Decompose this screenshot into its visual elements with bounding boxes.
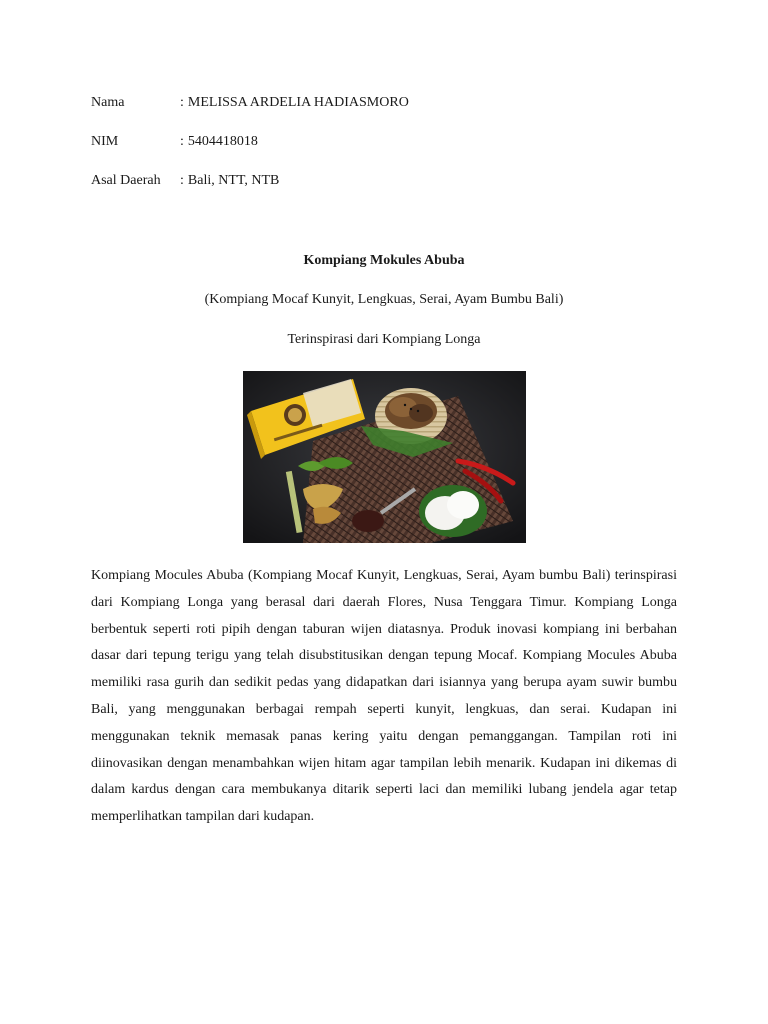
info-row-nim bbox=[91, 133, 258, 151]
info-separator: : bbox=[180, 173, 184, 188]
info-label: Asal Daerah bbox=[91, 173, 161, 188]
description-paragraph: Kompiang Mocules Abuba (Kompiang Mocaf Kunyit, Lengkuas, Serai, Ayam bumbu Bali) terinspirasi dari Kompiang Longa yang berasal dari daerah Flores, Nusa Tenggara Timur. Kompiang Longa berbentuk seperti roti pipih dengan taburan wijen diatasnya. Produk inovasi kompiang ini berbahan dasar dari tepung terigu yang telah disubstitusikan dengan tepung Mocaf. Kompiang Mocules Abuba memiliki rasa gurih dan sedikit pedas yang didapatkan dari isiannya yang berupa ayam suwir bumbu Bali, yang menggunakan berbagai rempah seperti kunyit, lengkuas, dan serai. Kudapan ini menggunakan teknik memasak panas kering yaitu dengan pemanggangan. Tampilan roti ini diinovasikan dengan menambahkan wijen hitam agar tampilan lebih menarik. Kudapan ini dikemas di dalam kardus dengan cara membukanya ditarik seperti laci dan memiliki lubang jendela agar tetap memperlihatkan tampilan dari kudapan. bbox=[91, 568, 677, 825]
info-label: NIM bbox=[91, 134, 119, 149]
info-separator: : bbox=[180, 95, 184, 110]
document-title: Kompiang Mokules Abuba bbox=[303, 253, 465, 268]
info-value: 5404418018 bbox=[187, 134, 258, 149]
bun-image bbox=[419, 485, 487, 537]
info-separator: : bbox=[180, 134, 184, 149]
info-label: Nama bbox=[91, 95, 125, 110]
info-value: Bali, NTT, NTB bbox=[187, 173, 280, 188]
info-value: MELISSA ARDELIA HADIASMORO bbox=[187, 95, 409, 110]
info-row-nama bbox=[91, 94, 409, 112]
info-row-asal-daerah bbox=[91, 172, 279, 190]
document-subtitle: (Kompiang Mocaf Kunyit, Lengkuas, Serai, Ayam Bumbu Bali) bbox=[204, 292, 564, 307]
product-photo bbox=[243, 371, 526, 543]
inspiration-line: Terinspirasi dari Kompiang Longa bbox=[287, 332, 481, 347]
